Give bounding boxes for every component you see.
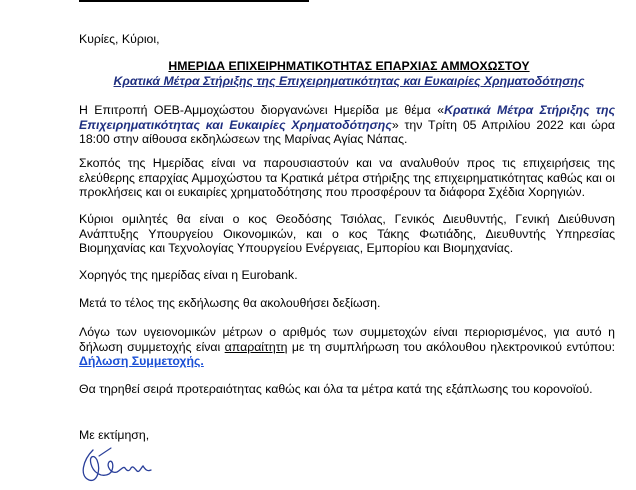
- registration-mid: με τη συμπλήρωση του ακόλουθου ηλεκτρονικού εντύπου:: [287, 339, 616, 354]
- registration-prefix: Λόγω των υγειονομικών μέτρων ο αριθμός των συμμετοχών είναι περιορισμένος, για αυτό η δήλωση συμμετοχής είναι: [79, 325, 615, 354]
- letter-title: [79, 59, 619, 88]
- paragraph-intro: [79, 103, 615, 147]
- paragraph-registration: [79, 325, 615, 369]
- paragraph-priority: Θα τηρηθεί σειρά προτεραιότητας καθώς και όλα τα μέτρα κατά της εξάπλωσης του κορονοϊού.: [79, 382, 593, 396]
- paragraph-reception: Μετά το τέλος της εκδήλωσης θα ακολουθήσει δεξίωση.: [79, 296, 381, 310]
- title-line2: Κρατικά Μέτρα Στήριξης της Επιχειρηματικότητας και Ευκαιρίες Χρηματοδότησης: [113, 73, 585, 88]
- title-line1: ΗΜΕΡΙΔΑ ΕΠΙΧΕΙΡΗΜΑΤΙΚΟΤΗΤΑΣ ΕΠΑΡΧΙΑΣ ΑΜΜΟΧΩΣΤΟΥ: [168, 59, 530, 73]
- registration-required: απαραίτητη: [224, 339, 288, 354]
- registration-link[interactable]: Δήλωση Συμμετοχής.: [79, 354, 204, 368]
- intro-theme: Κρατικά Μέτρα Στήριξης της Επιχειρηματικότητας και Ευκαιρίες Χρηματοδότησης: [79, 103, 616, 132]
- signature-image: [79, 444, 159, 486]
- greeting: Κυρίες, Κύριοι,: [79, 32, 160, 46]
- paragraph-purpose: Σκοπός της Ημερίδας είναι να παρουσιαστούν και να αναλυθούν προς τις επιχειρήσεις της ελεύθερης επαρχίας Αμμοχώστου τα Κρατικά μέτρα στήριξης της επιχειρηματικότητας καθώς και οι προκλήσεις και οι ευκαιρίες χρηματοδότησης που προσφέρουν τα διάφορα Σχέδια Χορηγιών.: [79, 156, 615, 199]
- intro-suffix: » την Τρίτη 05 Απριλίου 2022 και ώρα 18:00 στην αίθουσα εκδηλώσεων της Μαρίνας Αγίας Νάπας.: [79, 117, 615, 146]
- top-border: [79, 0, 309, 2]
- closing: Με εκτίμηση,: [79, 428, 150, 442]
- paragraph-speakers: Κύριοι ομιλητές θα είναι ο κος Θεοδόσης Τσιόλας, Γενικός Διευθυντής, Γενική Διεύθυνση Ανάπτυξης Υπουργείου Οικονομικών, και ο κος Τάκης Φωτιάδης, Διευθυντής Υπηρεσίας Βιομηχανίας και Τεχνολογίας Υπουργείου Ενέργειας, Εμπορίου και Βιομηχανίας.: [79, 212, 615, 255]
- intro-prefix: Η Επιτροπή ΟΕΒ-Αμμοχώστου διοργανώνει Ημερίδα με θέμα «: [79, 103, 445, 117]
- paragraph-sponsor: Χορηγός της ημερίδας είναι η Eurobank.: [79, 268, 298, 282]
